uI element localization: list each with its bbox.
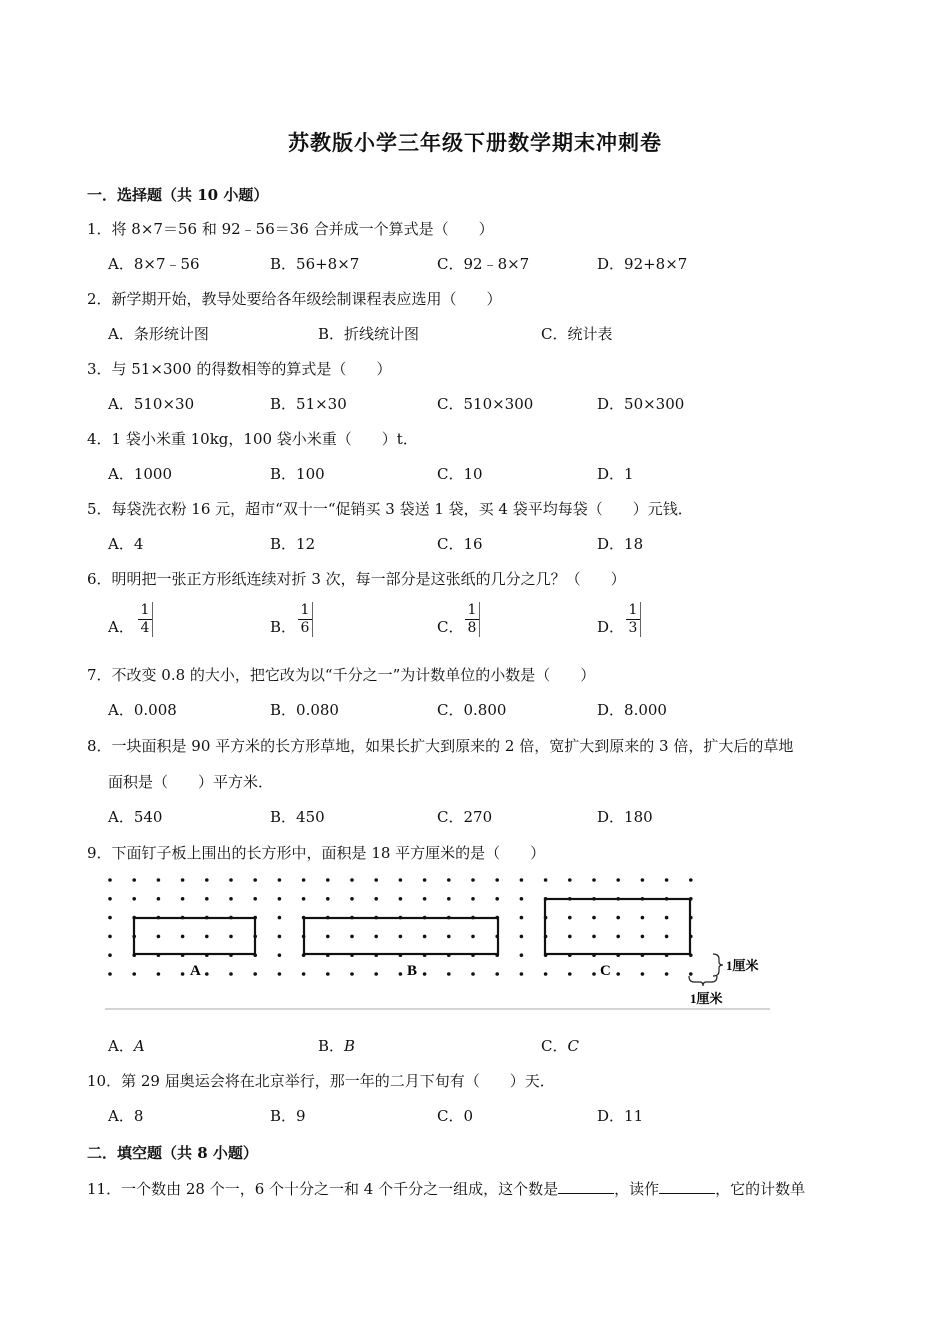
peg-dot xyxy=(350,972,354,976)
peg-dot xyxy=(471,878,475,882)
question-10-stem: 10．第 29 届奥运会将在北京举行，那一年的二月下旬有（ ）天． xyxy=(87,1072,555,1090)
q6-option-c[interactable]: C． xyxy=(437,618,464,636)
peg-dot xyxy=(108,897,112,901)
peg-dot xyxy=(205,972,209,976)
rectangle-c xyxy=(545,899,690,954)
q3-option-a[interactable]: A．510×30 xyxy=(108,395,195,413)
q4-option-a[interactable]: A．1000 xyxy=(108,465,173,483)
section-heading-fill: 二．填空题（共 8 小题） xyxy=(87,1144,258,1162)
peg-dot xyxy=(568,878,572,882)
label-b: B xyxy=(407,963,418,979)
peg-dot xyxy=(568,916,572,920)
peg-dot xyxy=(616,935,620,939)
peg-dot xyxy=(423,972,427,976)
peg-dot xyxy=(326,897,330,901)
peg-dot xyxy=(471,897,475,901)
q6-option-a[interactable]: A． xyxy=(108,618,134,636)
peg-dot xyxy=(592,972,596,976)
peg-dot xyxy=(495,897,499,901)
q1-option-d[interactable]: D．92+8×7 xyxy=(597,255,688,273)
peg-dot xyxy=(641,916,645,920)
peg-dot xyxy=(229,897,233,901)
q1-option-a[interactable]: A．8×7﹣56 xyxy=(108,255,200,273)
peg-dot xyxy=(495,878,499,882)
peg-dot xyxy=(544,878,548,882)
peg-dot xyxy=(132,972,136,976)
peg-dot xyxy=(278,972,282,976)
peg-dot xyxy=(326,878,330,882)
peg-dot xyxy=(157,878,161,882)
q9-option-a[interactable]: A．A xyxy=(108,1037,145,1055)
peg-dot xyxy=(471,935,475,939)
peg-dot xyxy=(229,878,233,882)
question-2-stem: 2．新学期开始，教导处要给各年级绘制课程表应选用（ ） xyxy=(87,290,502,308)
peg-dot xyxy=(205,935,209,939)
peg-dot xyxy=(278,897,282,901)
question-8-stem-continued: 面积是（ ）平方米． xyxy=(108,773,274,791)
peg-dot xyxy=(520,897,524,901)
q5-option-b[interactable]: B．12 xyxy=(270,535,316,553)
q2-option-a[interactable]: A．条形统计图 xyxy=(108,325,209,343)
unit-label-vertical: 1厘米 xyxy=(726,958,759,973)
question-8-stem: 8．一块面积是 90 平方米的长方形草地，如果长扩大到原来的 2 倍，宽扩大到原来的 3 倍，扩大后的草地 xyxy=(87,737,794,755)
peg-dot xyxy=(108,878,112,882)
peg-dot xyxy=(132,897,136,901)
peg-dot xyxy=(568,972,572,976)
peg-dot xyxy=(520,916,524,920)
section-heading-choice: 一．选择题（共 10 小题） xyxy=(87,186,269,204)
q3-option-d[interactable]: D．50×300 xyxy=(597,395,685,413)
peg-dot xyxy=(616,972,620,976)
peg-dot xyxy=(350,935,354,939)
peg-dot xyxy=(157,972,161,976)
q11-blank-2[interactable] xyxy=(659,1179,715,1194)
q8-option-a[interactable]: A．540 xyxy=(108,808,163,826)
q7-option-d[interactable]: D．8.000 xyxy=(597,701,667,719)
q7-option-c[interactable]: C．0.800 xyxy=(437,701,507,719)
vertical-brace xyxy=(713,954,723,976)
peg-dot xyxy=(108,935,112,939)
peg-dot xyxy=(374,897,378,901)
q1-option-b[interactable]: B．56+8×7 xyxy=(270,255,360,273)
peg-dot xyxy=(229,935,233,939)
peg-dot xyxy=(302,878,306,882)
peg-dot xyxy=(278,935,282,939)
q8-option-d[interactable]: D．180 xyxy=(597,808,653,826)
question-11-stem xyxy=(87,1178,805,1199)
peg-dot xyxy=(253,897,257,901)
q6-option-d[interactable]: D． xyxy=(597,618,625,636)
peg-dot xyxy=(374,972,378,976)
q6-option-b[interactable]: B． xyxy=(270,618,297,636)
q11-part2: ，读作 xyxy=(614,1180,660,1198)
peg-dot xyxy=(326,935,330,939)
q8-option-b[interactable]: B．450 xyxy=(270,808,325,826)
q5-option-a[interactable]: A．4 xyxy=(108,535,144,553)
peg-dot xyxy=(423,935,427,939)
q6-fraction-b: $\frac{1}{6}$ xyxy=(298,602,313,637)
peg-dot xyxy=(350,878,354,882)
peg-dot xyxy=(253,878,257,882)
peg-dot xyxy=(665,935,669,939)
peg-dot xyxy=(568,935,572,939)
peg-dot xyxy=(689,972,693,976)
peg-dot xyxy=(641,878,645,882)
rectangle-a xyxy=(134,918,255,954)
q4-option-b[interactable]: B．100 xyxy=(270,465,325,483)
peg-dot xyxy=(447,972,451,976)
label-a: A xyxy=(190,963,201,979)
peg-dot xyxy=(423,897,427,901)
q1-option-c[interactable]: C．92﹣8×7 xyxy=(437,255,530,273)
q4-option-d[interactable]: D．1 xyxy=(597,465,634,483)
question-7-stem: 7．不改变 0.8 的大小，把它改为以“千分之一”为计数单位的小数是（ ） xyxy=(87,666,596,684)
peg-dot xyxy=(544,972,548,976)
q4-option-c[interactable]: C．10 xyxy=(437,465,483,483)
peg-dot xyxy=(181,878,185,882)
peg-dot xyxy=(229,972,233,976)
peg-dot xyxy=(374,878,378,882)
peg-dot xyxy=(423,878,427,882)
q2-option-b[interactable]: B．折线统计图 xyxy=(318,325,420,343)
q10-option-d[interactable]: D．11 xyxy=(597,1107,644,1125)
peg-dot xyxy=(302,897,306,901)
peg-dot xyxy=(278,878,282,882)
pegboard-dots xyxy=(108,878,692,976)
peg-dot xyxy=(399,878,403,882)
question-6-stem: 6．明明把一张正方形纸连续对折 3 次，每一部分是这张纸的几分之几？（ ） xyxy=(87,570,626,588)
q6-fraction-a: $\frac{1}{4}$ xyxy=(138,602,153,637)
pegboard-figure xyxy=(100,866,780,1016)
peg-dot xyxy=(326,972,330,976)
q7-option-b[interactable]: B．0.080 xyxy=(270,701,339,719)
peg-dot xyxy=(374,935,378,939)
peg-dot xyxy=(399,972,403,976)
peg-dot xyxy=(665,972,669,976)
peg-dot xyxy=(205,878,209,882)
peg-dot xyxy=(447,897,451,901)
label-c: C xyxy=(600,963,611,979)
peg-dot xyxy=(665,878,669,882)
peg-dot xyxy=(278,916,282,920)
q11-part1: 11．一个数由 28 个一，6 个十分之一和 4 个千分之一组成，这个数是 xyxy=(87,1180,559,1198)
peg-dot xyxy=(205,897,209,901)
q6-fraction-c: $\frac{1}{8}$ xyxy=(465,602,480,637)
peg-dot xyxy=(302,972,306,976)
q2-option-c[interactable]: C．统计表 xyxy=(541,325,613,343)
question-1-stem: 1．将 8×7＝56 和 92﹣56＝36 合并成一个算式是（ ） xyxy=(87,220,494,238)
peg-dot xyxy=(592,935,596,939)
peg-dot xyxy=(399,935,403,939)
peg-dot xyxy=(471,972,475,976)
peg-dot xyxy=(641,972,645,976)
peg-dot xyxy=(108,972,112,976)
question-9-stem: 9．下面钉子板上围出的长方形中，面积是 18 平方厘米的是（ ） xyxy=(87,844,546,862)
q9-option-b[interactable]: B．B xyxy=(318,1037,356,1055)
peg-dot xyxy=(689,878,693,882)
peg-dot xyxy=(616,878,620,882)
question-5-stem: 5．每袋洗衣粉 16 元，超市“双十一“促销买 3 袋送 1 袋，买 4 袋平均每袋（ ）元钱． xyxy=(87,500,693,518)
peg-dot xyxy=(253,972,257,976)
peg-dot xyxy=(108,916,112,920)
peg-dot xyxy=(616,916,620,920)
q10-option-c[interactable]: C．0 xyxy=(437,1107,474,1125)
q5-option-d[interactable]: D．18 xyxy=(597,535,644,553)
peg-dot xyxy=(665,916,669,920)
peg-dot xyxy=(278,953,282,957)
peg-dot xyxy=(399,897,403,901)
question-3-stem: 3．与 51×300 的得数相等的算式是（ ） xyxy=(87,360,392,378)
peg-dot xyxy=(181,972,185,976)
peg-dot xyxy=(447,878,451,882)
q8-option-c[interactable]: C．270 xyxy=(437,808,493,826)
q10-option-b[interactable]: B．9 xyxy=(270,1107,306,1125)
peg-dot xyxy=(157,935,161,939)
peg-dot xyxy=(520,953,524,957)
peg-dot xyxy=(520,935,524,939)
peg-dot xyxy=(592,916,596,920)
q9-option-c[interactable]: C．C xyxy=(541,1037,579,1055)
peg-dot xyxy=(157,897,161,901)
q11-part3: ，它的计数单 xyxy=(715,1180,806,1198)
peg-dot xyxy=(108,953,112,957)
peg-dot xyxy=(641,935,645,939)
unit-label-horizontal: 1厘米 xyxy=(690,991,723,1006)
page-title: 苏教版小学三年级下册数学期末冲刺卷 xyxy=(288,130,662,155)
peg-dot xyxy=(520,972,524,976)
q11-blank-1[interactable] xyxy=(558,1179,614,1194)
peg-dot xyxy=(181,935,185,939)
peg-dot xyxy=(181,897,185,901)
horizontal-brace xyxy=(689,976,717,986)
peg-dot xyxy=(350,897,354,901)
peg-dot xyxy=(447,935,451,939)
peg-dot xyxy=(592,878,596,882)
peg-dot xyxy=(495,972,499,976)
q3-option-b[interactable]: B．51×30 xyxy=(270,395,347,413)
peg-dot xyxy=(132,878,136,882)
q5-option-c[interactable]: C．16 xyxy=(437,535,483,553)
q3-option-c[interactable]: C．510×300 xyxy=(437,395,534,413)
q10-option-a[interactable]: A．8 xyxy=(108,1107,144,1125)
peg-dot xyxy=(520,878,524,882)
q7-option-a[interactable]: A．0.008 xyxy=(108,701,177,719)
question-4-stem: 4．1 袋小米重 10kg，100 袋小米重（ ）t． xyxy=(87,430,418,448)
q6-fraction-d: $\frac{1}{3}$ xyxy=(626,602,641,637)
